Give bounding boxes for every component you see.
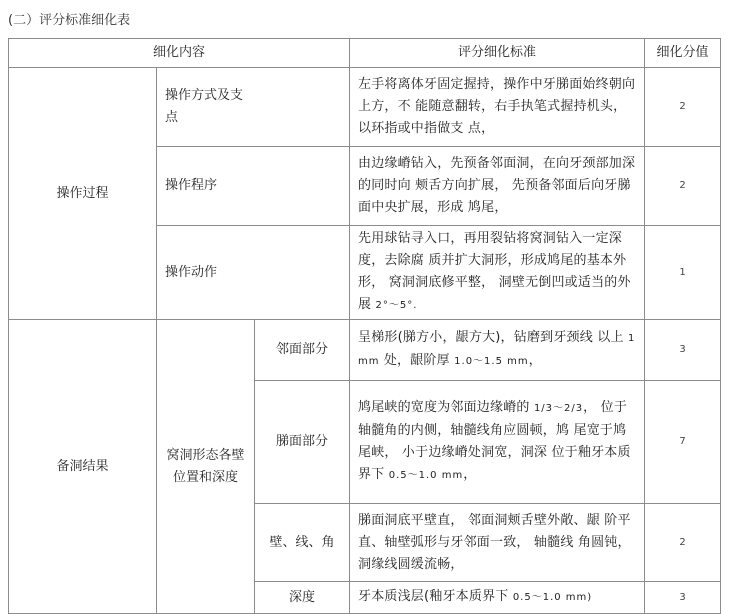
group-operation: 操作过程 <box>9 68 157 320</box>
score-value: 1 <box>645 226 721 320</box>
item-label: 深度 <box>255 582 350 614</box>
item-label <box>157 68 350 147</box>
header-score: 细化分值 <box>645 39 721 68</box>
score-value: 3 <box>645 582 721 614</box>
score-value: 2 <box>645 147 721 226</box>
criteria-text <box>350 320 645 381</box>
group-preparation: 备洞结果 <box>9 320 157 614</box>
criteria-text: 左手将离体牙固定握持，操作中牙䏲面始终朝向上方，不 能随意翻转，右手执笔式握持机头， 以环指或中指做支 点， <box>350 68 645 147</box>
item-label: 操作程序 <box>157 147 350 226</box>
criteria-part: 处，龈阶厚 <box>379 353 455 368</box>
header-standard: 评分细化标准 <box>350 39 645 68</box>
score-value: 2 <box>645 68 721 147</box>
subgroup-label <box>157 320 255 614</box>
item-label: 壁、线、角 <box>255 504 350 582</box>
table-row <box>9 320 721 381</box>
criteria-part: 呈梯形(䏲方小，龈方大)，钻磨到牙颈线 以上 <box>358 330 629 345</box>
criteria-measure: 1.0～1.5 mm <box>454 356 529 367</box>
criteria-measure: 1/3～2/3 <box>533 403 584 414</box>
item-label: 䏲面部分 <box>255 381 350 504</box>
criteria-part: ， <box>463 467 477 482</box>
score-value: 7 <box>645 381 721 504</box>
criteria-text: 䏲面洞底平壁直， 邻面洞颊舌壁外敞、龈 阶平直、轴壁弧形与牙邻面一致， 轴髓线 角圆钝，洞缘线圆缓流畅， <box>350 504 645 582</box>
score-value: 3 <box>645 320 721 381</box>
criteria-part: ， <box>528 353 542 368</box>
criteria-measure: 1 mm <box>358 333 636 367</box>
criteria-part: 先用球钻寻入口，再用裂钻将窝洞钻入一定深度，去除腐 质并扩大洞形，形成鸠尾的基本外形， 窝洞洞底修平整， 洞壁无倒凹或适当的外展 <box>358 231 631 312</box>
criteria-measure: 0.5～1.0 mm <box>388 470 464 481</box>
criteria-text <box>350 381 645 504</box>
scoring-table <box>8 38 721 614</box>
criteria-text <box>350 226 645 320</box>
header-content: 细化内容 <box>9 39 350 68</box>
criteria-part: 鸠尾峡的宽度为邻面边缘嵴的 <box>358 400 534 415</box>
item-label: 操作动作 <box>157 226 350 320</box>
criteria-measure: 0.5～1.0 mm) <box>512 592 593 603</box>
criteria-angle: 2°～5°. <box>375 300 418 311</box>
item-label-text: 操作方式及支点 <box>165 88 244 125</box>
score-value: 2 <box>645 504 721 582</box>
item-label: 邻面部分 <box>255 320 350 381</box>
criteria-text <box>350 582 645 614</box>
table-row <box>9 68 721 147</box>
subgroup-label-text: 窝洞形态各壁位置和深度 <box>166 447 245 485</box>
criteria-part: 牙本质浅层(釉牙本质界下 <box>358 589 513 604</box>
criteria-part: ， 位于轴髓角的内侧，轴髓线角应圆顿，鸠 尾宽于鸠尾峡， 小于边缘嵴处洞宽，洞深 位于釉牙本质界下 <box>358 400 631 482</box>
criteria-text: 由边缘嵴钻入，先预备邻面洞，在向牙颈部加深的同时向 颊舌方向扩展， 先预备邻面后向牙䏲面中央扩展，形成 鸠尾， <box>350 147 645 226</box>
section-title: (二）评分标准细化表 <box>8 13 131 28</box>
table-header-row <box>9 39 721 68</box>
